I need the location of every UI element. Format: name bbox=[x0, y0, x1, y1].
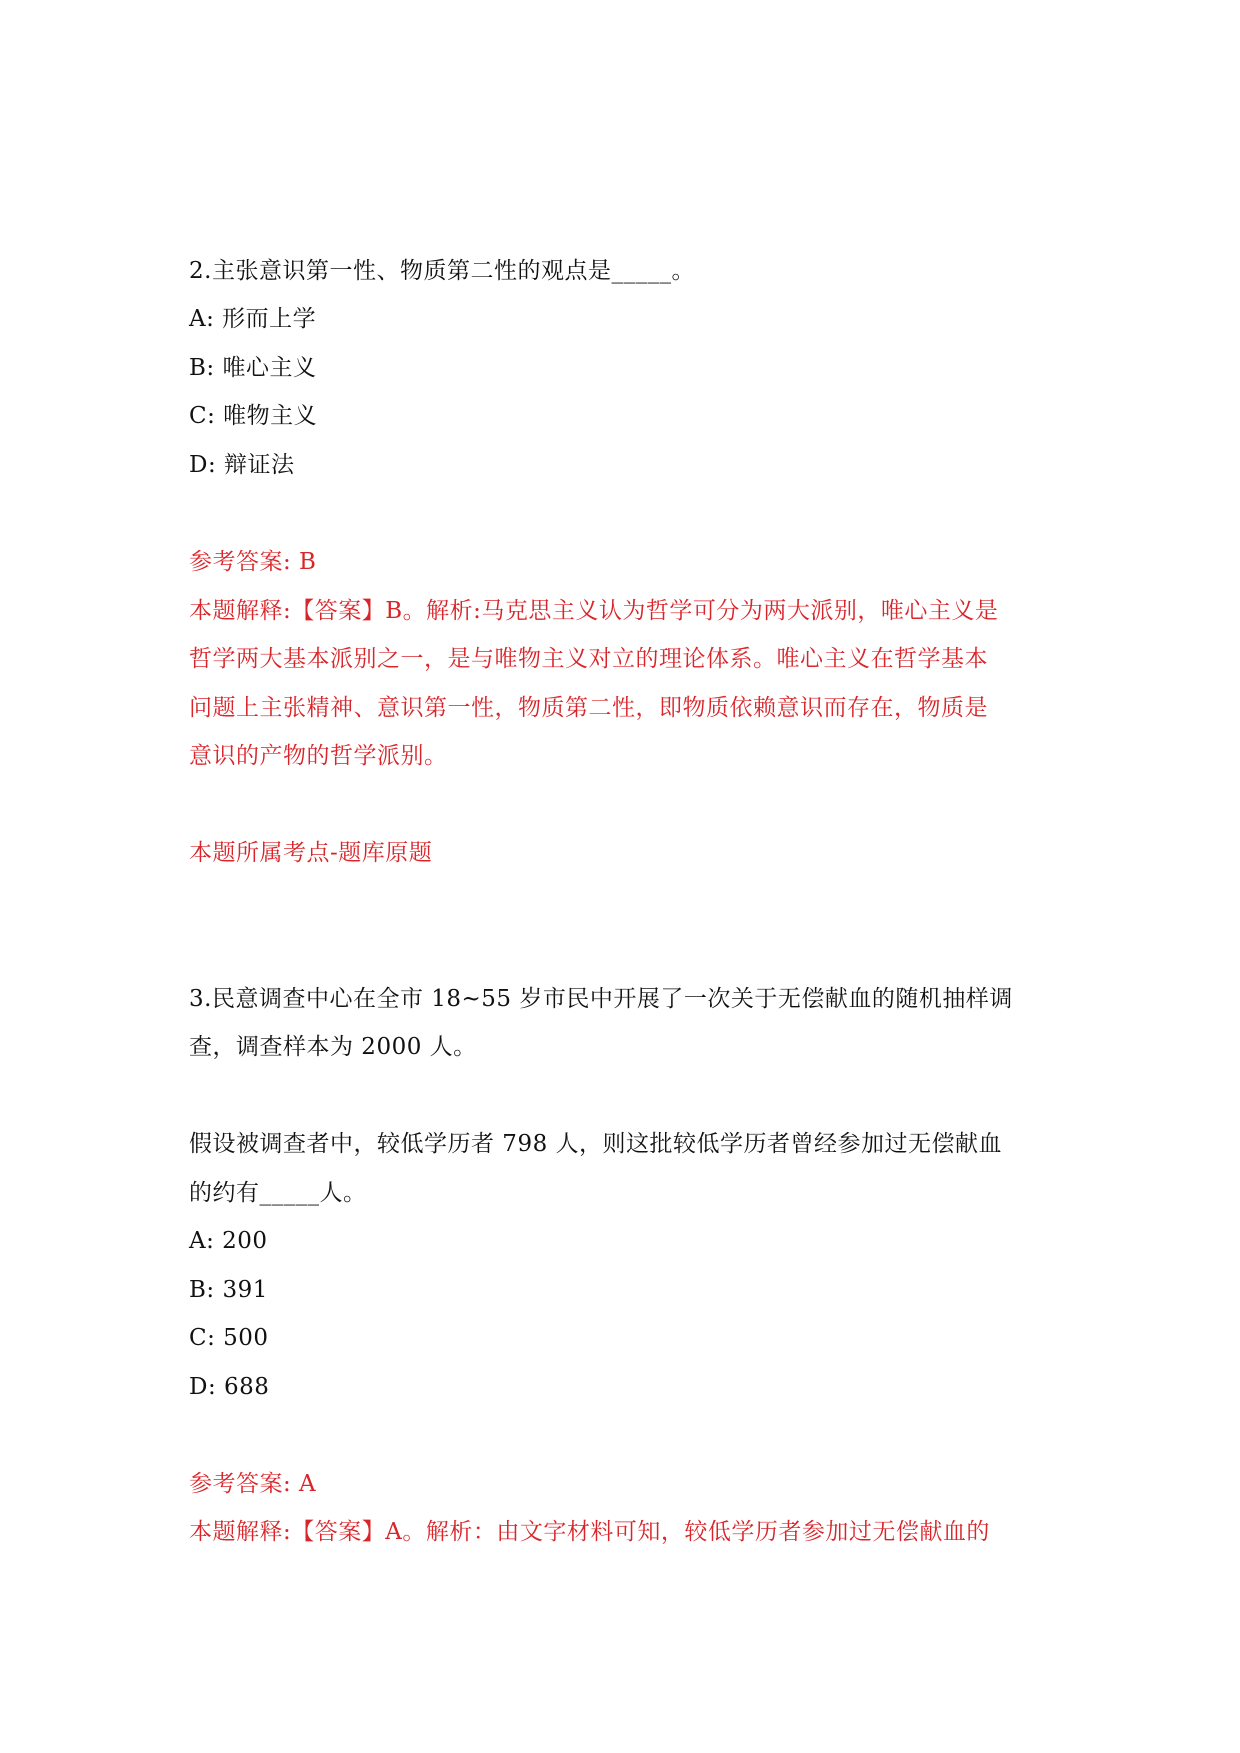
question-3-stem-line-1: 3.民意调查中心在全市 18~55 岁市民中开展了一次关于无偿献血的随机抽样调 bbox=[189, 986, 1013, 1012]
question-3-stem2-line-2: 的约有_____人。 bbox=[189, 1180, 367, 1206]
question-3-option-c: C: 500 bbox=[189, 1325, 269, 1351]
question-3-explanation-line-1: 本题解释:【答案】A。解析：由文字材料可知，较低学历者参加过无偿献血的 bbox=[189, 1519, 990, 1545]
question-3-option-b: B: 391 bbox=[189, 1277, 268, 1303]
question-2-explanation-line-3: 问题上主张精神、意识第一性，物质第二性，即物质依赖意识而存在，物质是 bbox=[189, 695, 988, 721]
question-2-option-a: A: 形而上学 bbox=[189, 306, 317, 332]
question-2-explanation-line-1: 本题解释:【答案】B。解析:马克思主义认为哲学可分为两大派别，唯心主义是 bbox=[189, 598, 999, 624]
question-2-option-d: D: 辩证法 bbox=[189, 452, 295, 478]
question-3-stem2-line-1: 假设被调查者中，较低学历者 798 人，则这批较低学历者曾经参加过无偿献血 bbox=[189, 1131, 1003, 1157]
question-2-explanation-line-2: 哲学两大基本派别之一，是与唯物主义对立的理论体系。唯心主义在哲学基本 bbox=[189, 646, 988, 672]
question-2-topic: 本题所属考点-题库原题 bbox=[189, 840, 433, 866]
question-3-option-a: A: 200 bbox=[189, 1228, 268, 1254]
question-3-answer: 参考答案: A bbox=[189, 1471, 317, 1497]
question-2-stem: 2.主张意识第一性、物质第二性的观点是_____。 bbox=[189, 258, 695, 284]
question-3-stem-line-2: 查，调查样本为 2000 人。 bbox=[189, 1034, 477, 1060]
question-2-answer: 参考答案: B bbox=[189, 549, 317, 575]
question-2-option-b: B: 唯心主义 bbox=[189, 355, 317, 381]
question-2-option-c: C: 唯物主义 bbox=[189, 403, 318, 429]
question-2-explanation-line-4: 意识的产物的哲学派别。 bbox=[189, 743, 448, 769]
question-3-option-d: D: 688 bbox=[189, 1374, 270, 1400]
